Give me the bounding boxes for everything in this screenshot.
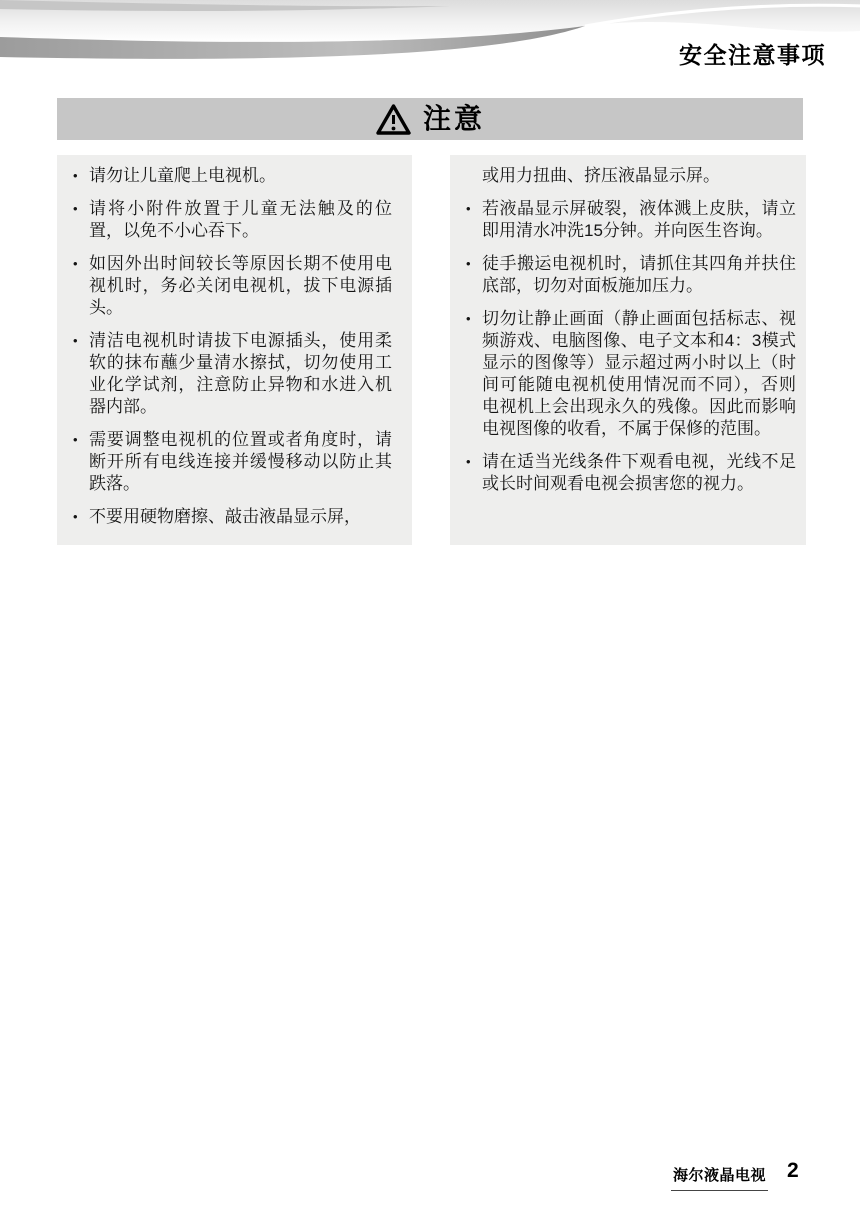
safety-note-item [71, 165, 392, 187]
page-title: 安全注意事项 [679, 42, 826, 68]
safety-note-text: 清洁电视机时请拔下电源插头，使用柔软的抹布蘸少量清水擦拭，切勿使用工业化学试剂，注意防止异物和水进入机器内部。 [89, 331, 392, 416]
safety-note-text: 需要调整电视机的位置或者角度时，请断开所有电线连接并缓慢移动以防止其跌落。 [89, 430, 392, 493]
safety-note-item [71, 253, 392, 319]
bullet-marker: • [73, 168, 78, 183]
warning-triangle-icon [375, 103, 412, 136]
safety-note-text: 请勿让儿童爬上电视机。 [89, 166, 276, 185]
bullet-marker: • [466, 454, 471, 469]
safety-note-item [71, 330, 392, 418]
bullet-marker: • [73, 201, 78, 216]
bullet-marker: • [466, 311, 471, 326]
safety-note-text: 或用力扭曲、挤压液晶显示屏。 [482, 166, 720, 185]
caution-label: 注意 [422, 103, 485, 134]
footer-brand: 海尔液晶电视 [671, 1164, 768, 1191]
safety-note-item [464, 253, 796, 297]
safety-note-text: 徒手搬运电视机时，请抓住其四角并扶住底部，切勿对面板施加压力。 [482, 254, 796, 295]
safety-note-text: 请在适当光线条件下观看电视，光线不足或长时间观看电视会损害您的视力。 [482, 452, 796, 493]
bullet-marker: • [466, 201, 471, 216]
caution-banner [57, 98, 803, 140]
safety-note-item [464, 451, 796, 495]
safety-notes-column-right [450, 155, 806, 545]
safety-note-item [71, 198, 392, 242]
safety-note-text: 若液晶显示屏破裂，液体溅上皮肤，请立即用清水冲洗15分钟。并向医生咨询。 [482, 199, 796, 240]
safety-note-item [464, 198, 796, 242]
bullet-marker: • [73, 333, 78, 348]
bullet-marker: • [466, 256, 471, 271]
safety-note-item [71, 506, 392, 528]
safety-note-item [464, 165, 796, 187]
safety-note-text: 不要用硬物磨擦、敲击液晶显示屏， [89, 507, 361, 526]
safety-note-item [71, 429, 392, 495]
bullet-marker: • [73, 256, 78, 271]
safety-notes-column-left [57, 155, 412, 545]
safety-note-item [464, 308, 796, 440]
bullet-marker: • [73, 432, 78, 447]
bullet-marker: • [73, 509, 78, 524]
page-number: 2 [787, 1159, 799, 1182]
safety-note-text: 如因外出时间较长等原因长期不使用电视机时，务必关闭电视机，拔下电源插头。 [89, 254, 392, 317]
safety-note-text: 请将小附件放置于儿童无法触及的位置，以免不小心吞下。 [89, 199, 392, 240]
safety-note-text: 切勿让静止画面（静止画面包括标志、视频游戏、电脑图像、电子文本和4：3模式显示的图像等）显示超过两小时以上（时间可能随电视机使用情况而不同），否则电视机上会出现永久的残像。因此而影响电视图像的收看，不属于保修的范围。 [482, 309, 796, 438]
